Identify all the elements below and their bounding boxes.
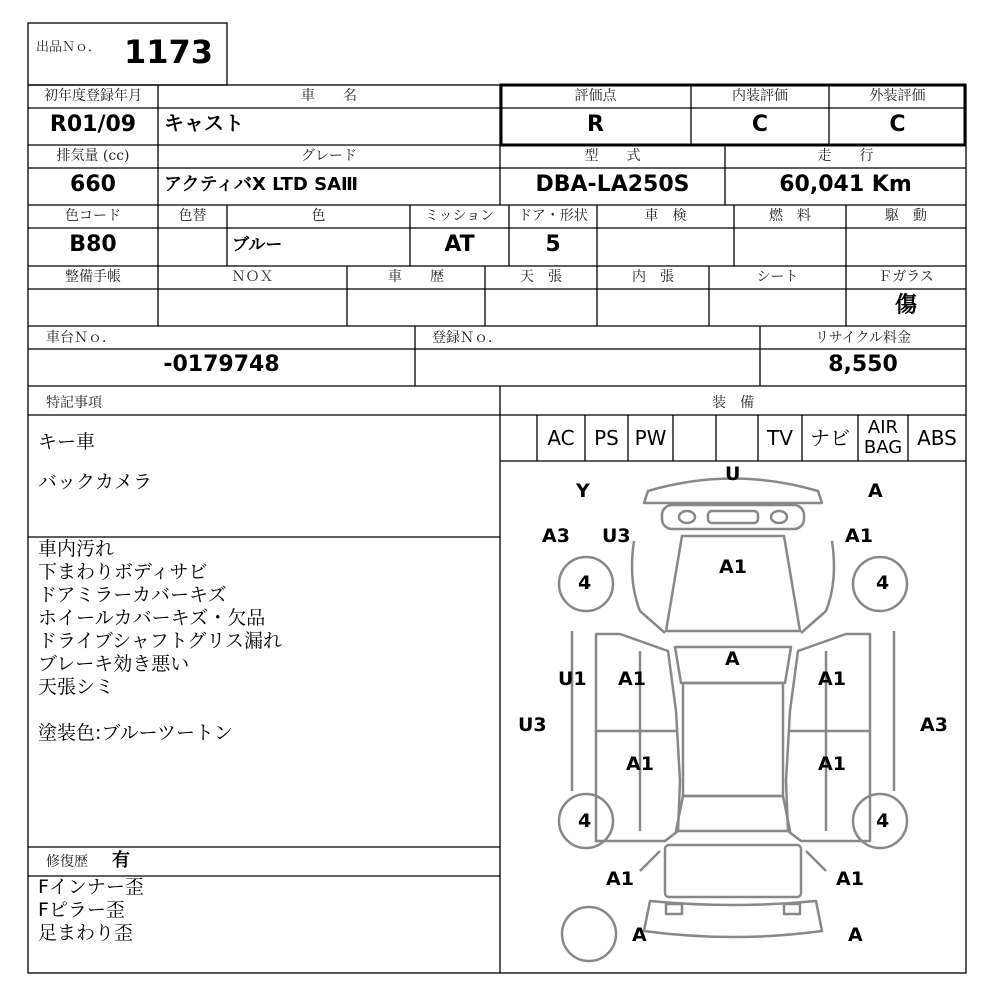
notes-label: 特記事項	[46, 395, 102, 411]
repair-line: Fピラー歪	[38, 899, 125, 921]
mark-a-top-right: A	[868, 480, 883, 502]
note-line: キー車	[38, 431, 96, 453]
equipment-item: TV	[767, 426, 793, 450]
tailgate-shape	[665, 845, 801, 897]
mark-a3-side: A3	[920, 714, 948, 736]
mark-a1-right-front-door: A1	[818, 668, 846, 690]
mileage-value: 60,041 Km	[779, 172, 912, 197]
mark-u-top: U	[725, 463, 741, 485]
note-line: 天張シミ	[38, 676, 115, 698]
notes-top	[38, 422, 152, 502]
first-reg-value: R01/09	[49, 112, 137, 137]
tire-rr: 4	[876, 810, 890, 832]
score-label: 評価点	[574, 88, 617, 104]
note-line	[38, 699, 282, 722]
left-side-body	[596, 634, 680, 841]
note-line: ホイールカバーキズ・欠品	[38, 607, 266, 629]
mark-a-bumper-right: A	[848, 924, 863, 946]
note-line: バックカメラ	[38, 471, 153, 493]
repair-value: 有	[112, 850, 130, 871]
repair-lines	[38, 876, 144, 945]
mark-a1-bottom-left: A1	[606, 868, 634, 890]
equipment-item: ABS	[917, 426, 957, 450]
mark-a1-right: A1	[845, 525, 873, 547]
model-label: 型 式	[584, 148, 641, 164]
displacement-label: 排気量 (cc)	[56, 148, 130, 164]
fuel-label: 燃 料	[769, 208, 811, 224]
tire-fl: 4	[578, 572, 592, 594]
ceiling-label: 天 張	[520, 269, 562, 285]
maintenance-label: 整備手帳	[65, 269, 121, 285]
door-label: ドア・形状	[518, 208, 588, 224]
first-reg-label: 初年度登録年月	[44, 88, 142, 104]
mark-a1-bottom-right: A1	[836, 868, 864, 890]
history-label: 車 歴	[388, 269, 444, 285]
equipment-item: AC	[547, 426, 575, 450]
spare-tire	[562, 907, 616, 961]
mark-a3-left: A3	[542, 525, 570, 547]
mark-a1-right-rear-door: A1	[818, 753, 846, 775]
interior-trim-label: 内 張	[632, 269, 674, 285]
tire-rl: 4	[578, 810, 592, 832]
tire-fr: 4	[876, 572, 890, 594]
equipment-item: AIR BAG	[863, 417, 903, 458]
drive-label: 駆 動	[885, 208, 927, 224]
mark-u3-side: U3	[518, 714, 547, 736]
note-line: ドライブシャフトグリス漏れ	[38, 630, 282, 652]
note-line: ドアミラーカバーキズ	[38, 584, 227, 606]
mark-u1: U1	[558, 668, 587, 690]
score-value: R	[587, 112, 604, 137]
notes-mid	[38, 538, 282, 745]
fglass-label: Ｆガラス	[878, 269, 934, 285]
mission-label: ミッション	[424, 208, 495, 224]
model-value: DBA-LA250S	[535, 172, 690, 197]
inspection-label: 車 検	[644, 208, 687, 224]
equipment-item: PW	[634, 426, 667, 450]
front-right-corner	[826, 541, 834, 611]
car-name-value: キャスト	[164, 111, 244, 135]
rear-window-shape	[676, 796, 790, 831]
mission-value: AT	[444, 232, 475, 257]
equipment-item: ナビ	[810, 426, 850, 450]
grade-label: グレード	[301, 148, 357, 164]
equipment-item: PS	[594, 426, 619, 450]
nox-label: ＮＯＸ	[231, 269, 274, 285]
mark-a1-left-front-door: A1	[618, 668, 646, 690]
rear-bumper-shape	[644, 901, 822, 937]
chassis-value: -0179748	[163, 352, 280, 377]
interior-grade-label: 内装評価	[732, 88, 788, 104]
color-change-label: 色替	[178, 208, 207, 224]
mark-y: Y	[576, 480, 590, 502]
car-name-label: 車 名	[301, 88, 357, 104]
note-line: ブレーキ効き悪い	[38, 653, 190, 675]
color-code-label: 色コード	[65, 208, 121, 224]
recycle-value: 8,550	[828, 352, 898, 377]
lot-label: 出品Ｎｏ．	[36, 40, 102, 55]
note-line: 車内汚れ	[38, 538, 115, 560]
mark-u3-left: U3	[602, 525, 631, 547]
repair-line: Fインナー歪	[38, 876, 144, 898]
regno-label: 登録Ｎｏ．	[432, 330, 502, 346]
mark-a1-left-rear-door: A1	[626, 753, 654, 775]
repair-label: 修復歴	[46, 854, 88, 870]
note-line: 下まわりボディサビ	[38, 561, 208, 583]
equipment-label: 装 備	[712, 395, 754, 411]
note-line: 塗装色:ブルーツートン	[38, 722, 233, 744]
color-label: 色	[311, 208, 326, 224]
fglass-value: 傷	[894, 293, 917, 318]
lot-number: 1173	[124, 33, 214, 71]
front-left-corner	[632, 541, 640, 611]
mark-a-bumper-left: A	[632, 924, 647, 946]
displacement-value: 660	[70, 172, 116, 197]
right-side-body	[786, 634, 870, 841]
repair-line: 足まわり歪	[38, 922, 134, 944]
door-value: 5	[545, 232, 561, 257]
color-value: ブルー	[232, 235, 283, 255]
exterior-grade-value: C	[889, 112, 906, 137]
grade-value: アクティバX LTD SAⅢ	[164, 174, 359, 195]
roof-shape	[683, 683, 783, 796]
color-code-value: B80	[69, 232, 117, 257]
mark-a-roof: A	[725, 648, 740, 670]
interior-grade-value: C	[751, 112, 769, 137]
hood-shape	[666, 536, 800, 631]
mark-a1-hood: A1	[719, 556, 747, 578]
mileage-label: 走 行	[817, 148, 874, 164]
exterior-grade-label: 外装評価	[869, 88, 926, 104]
grille-shape	[662, 505, 804, 529]
seat-label: シート	[756, 269, 799, 285]
recycle-label: リサイクル料金	[814, 330, 912, 346]
chassis-label: 車台Ｎｏ．	[46, 330, 116, 346]
